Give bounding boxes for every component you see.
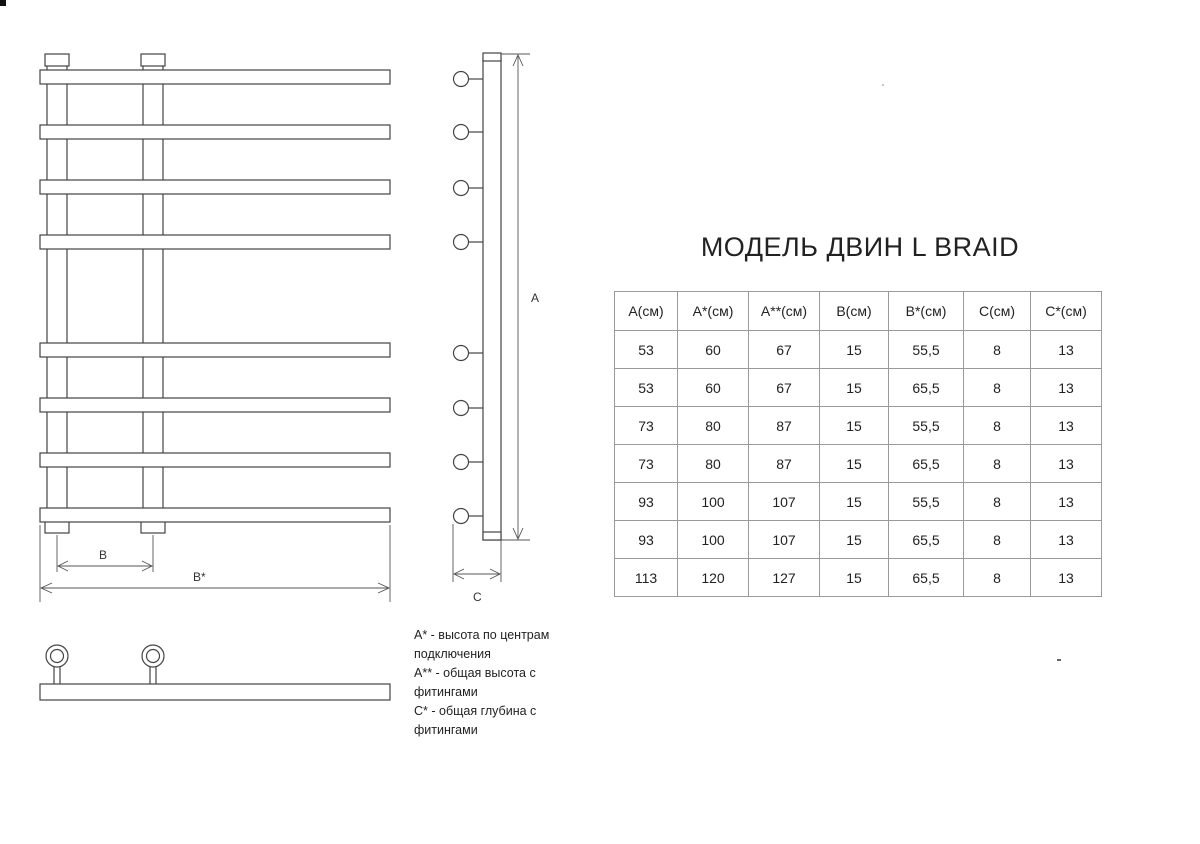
side-view: [454, 53, 502, 540]
table-cell: 8: [964, 559, 1031, 597]
table-cell: 13: [1031, 483, 1102, 521]
dimension-b-star: [40, 525, 390, 602]
table-cell: 93: [615, 521, 678, 559]
table-cell: 87: [749, 445, 820, 483]
spec-table: [614, 291, 1102, 597]
table-header-cell: C(см): [964, 292, 1031, 331]
table-cell: 113: [615, 559, 678, 597]
table-header-cell: C*(см): [1031, 292, 1102, 331]
table-cell: 15: [820, 369, 889, 407]
side-bar-end-4: [454, 235, 469, 250]
towel-bar-7: [40, 453, 390, 467]
table-cell: 8: [964, 407, 1031, 445]
table-cell: 15: [820, 331, 889, 369]
table-cell: 8: [964, 483, 1031, 521]
table-header-cell: B*(см): [889, 292, 964, 331]
table-header-cell: A*(см): [678, 292, 749, 331]
table-header-cell: B(см): [820, 292, 889, 331]
table-row: [615, 559, 1102, 597]
top-view: [40, 645, 390, 700]
table-cell: 15: [820, 483, 889, 521]
table-cell: 120: [678, 559, 749, 597]
table-cell: 80: [678, 445, 749, 483]
side-bar-end-1: [454, 72, 469, 87]
side-bar-end-2: [454, 125, 469, 140]
table-cell: 13: [1031, 369, 1102, 407]
top-fitting-left: [45, 54, 69, 66]
table-cell: 107: [749, 521, 820, 559]
note-line: фитингами: [414, 685, 478, 699]
towel-bar-2: [40, 125, 390, 139]
dimension-a: [501, 54, 530, 540]
scan-speck: [1057, 659, 1061, 661]
table-cell: 55,5: [889, 483, 964, 521]
table-cell: 100: [678, 521, 749, 559]
table-cell: 100: [678, 483, 749, 521]
scan-corner-mark: [0, 0, 6, 6]
dimension-notes: [414, 626, 604, 740]
table-cell: 80: [678, 407, 749, 445]
side-bar-end-7: [454, 455, 469, 470]
table-cell: 53: [615, 369, 678, 407]
table-cell: 127: [749, 559, 820, 597]
table-cell: 8: [964, 331, 1031, 369]
table-cell: 13: [1031, 331, 1102, 369]
table-cell: 8: [964, 369, 1031, 407]
table-cell: 53: [615, 331, 678, 369]
table-header-cell: A(см): [615, 292, 678, 331]
towel-bar-6: [40, 398, 390, 412]
table-cell: 13: [1031, 521, 1102, 559]
towel-bar-8: [40, 508, 390, 522]
table-cell: 15: [820, 407, 889, 445]
table-cell: 13: [1031, 407, 1102, 445]
bottom-fitting-right: [141, 521, 165, 533]
side-bar-end-3: [454, 181, 469, 196]
top-view-bar: [40, 684, 390, 700]
towel-bar-5: [40, 343, 390, 357]
table-row: [615, 331, 1102, 369]
table-row: [615, 521, 1102, 559]
dimension-b-label: B: [99, 548, 108, 562]
table-cell: 55,5: [889, 407, 964, 445]
table-cell: 13: [1031, 559, 1102, 597]
model-title: МОДЕЛЬ ДВИН L BRAID: [700, 232, 1020, 262]
table-row: [615, 483, 1102, 521]
table-cell: 60: [678, 369, 749, 407]
table-cell: 67: [749, 331, 820, 369]
table-cell: 65,5: [889, 559, 964, 597]
top-view-fitting-right-inner: [147, 650, 160, 663]
table-row: [615, 445, 1102, 483]
table-cell: 60: [678, 331, 749, 369]
table-cell: 15: [820, 559, 889, 597]
side-fitting-bottom: [483, 532, 501, 540]
note-line: A** - общая высота с: [414, 666, 536, 680]
side-post: [483, 58, 501, 540]
dimension-b-star-label: B*: [193, 570, 206, 584]
bottom-fitting-left: [45, 521, 69, 533]
side-fitting-top: [483, 53, 501, 61]
table-cell: 65,5: [889, 369, 964, 407]
note-line: C* - общая глубина с: [414, 704, 537, 718]
table-cell: 15: [820, 521, 889, 559]
scan-speck: [882, 84, 884, 86]
note-line: подключения: [414, 647, 491, 661]
front-view: [40, 54, 390, 533]
dimension-c-label: C: [473, 590, 482, 604]
table-cell: 67: [749, 369, 820, 407]
table-cell: 73: [615, 445, 678, 483]
table-cell: 65,5: [889, 445, 964, 483]
table-row: [615, 369, 1102, 407]
table-cell: 8: [964, 521, 1031, 559]
note-line: A* - высота по центрам: [414, 628, 550, 642]
towel-bar-1: [40, 70, 390, 84]
table-cell: 87: [749, 407, 820, 445]
table-cell: 55,5: [889, 331, 964, 369]
table-cell: 65,5: [889, 521, 964, 559]
table-cell: 93: [615, 483, 678, 521]
table-cell: 15: [820, 445, 889, 483]
table-cell: 8: [964, 445, 1031, 483]
table-cell: 73: [615, 407, 678, 445]
side-bar-end-6: [454, 401, 469, 416]
table-row: [615, 407, 1102, 445]
towel-bar-3: [40, 180, 390, 194]
side-bar-end-8: [454, 509, 469, 524]
top-fitting-right: [141, 54, 165, 66]
table-header-row: [615, 292, 1102, 331]
table-header-cell: A**(см): [749, 292, 820, 331]
towel-bar-4: [40, 235, 390, 249]
table-cell: 13: [1031, 445, 1102, 483]
dimension-a-label: A: [531, 291, 540, 305]
top-view-fitting-left-inner: [51, 650, 64, 663]
side-bar-end-5: [454, 346, 469, 361]
note-line: фитингами: [414, 723, 478, 737]
table-cell: 107: [749, 483, 820, 521]
